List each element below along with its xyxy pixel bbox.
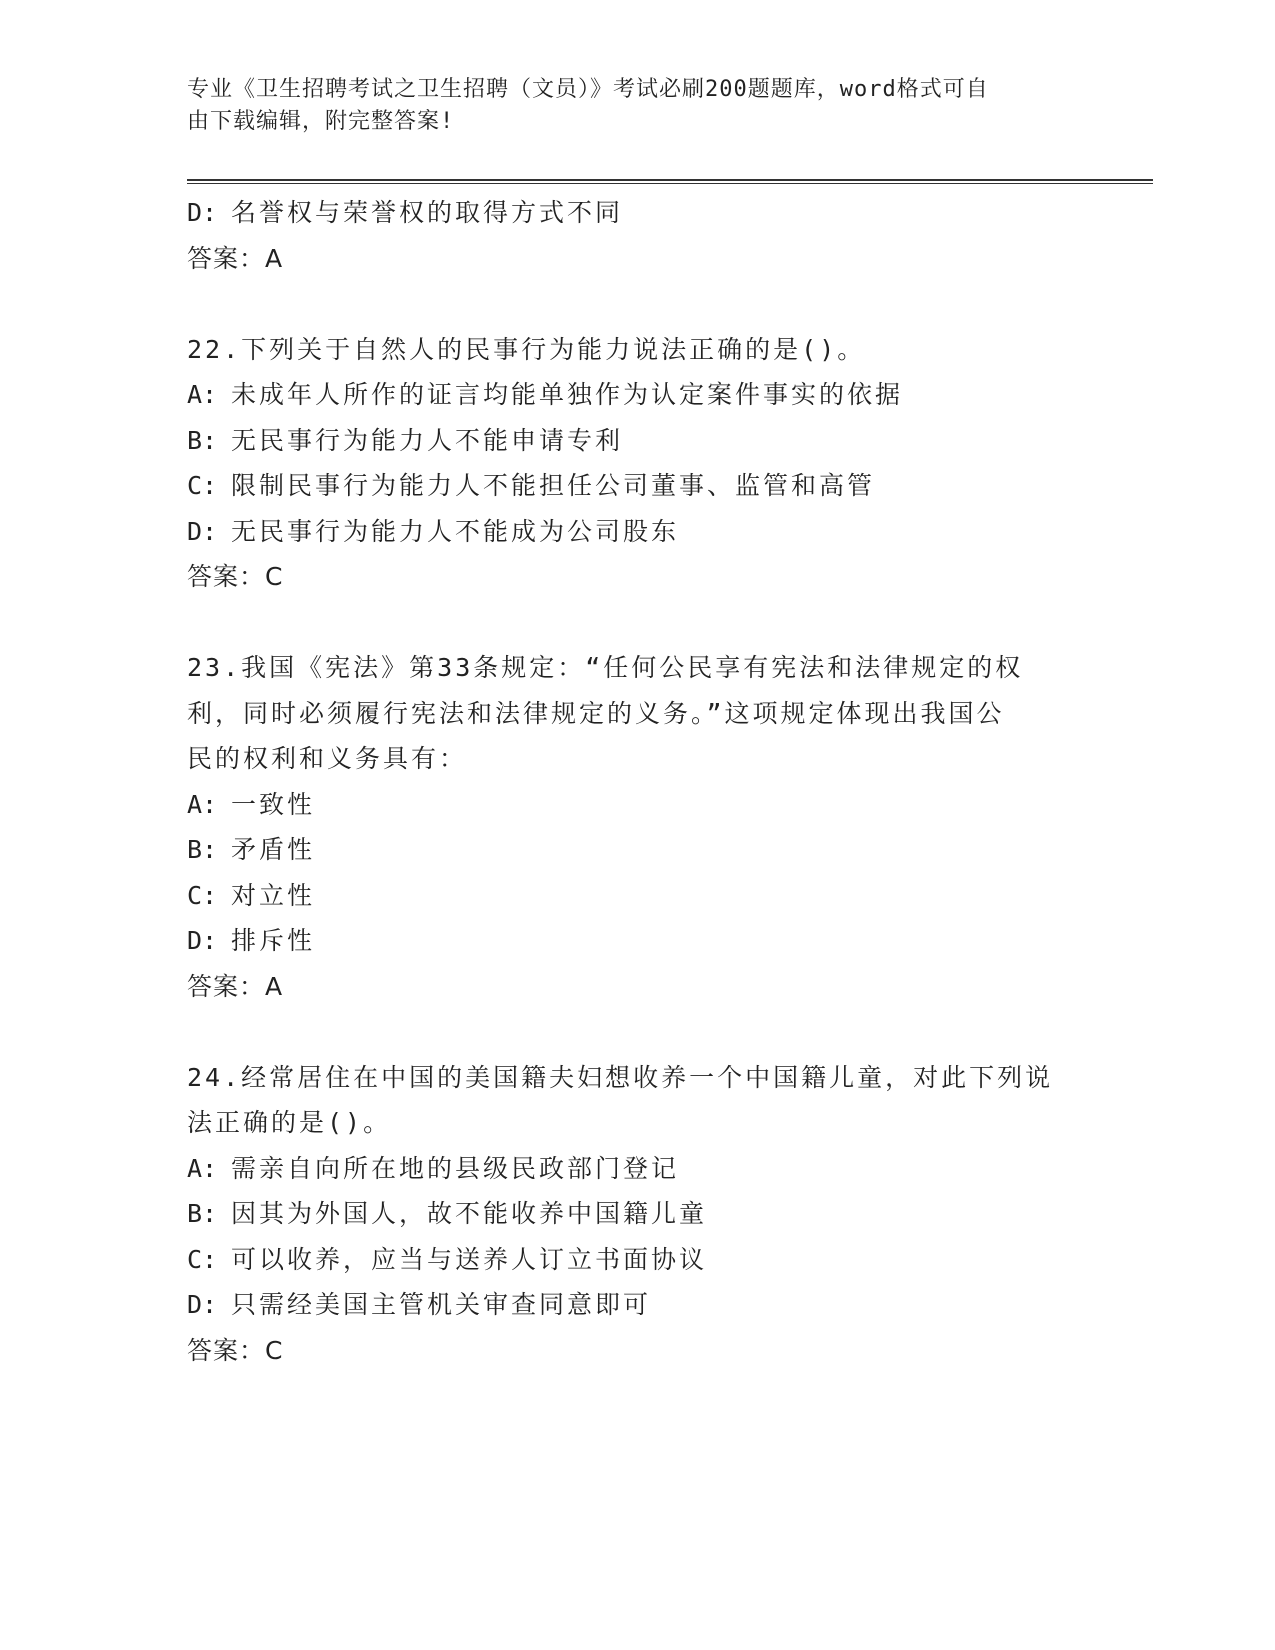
document-header [187, 74, 1087, 138]
question-list [187, 190, 1087, 1373]
q24-option-c [187, 1237, 1087, 1283]
option-letter: C: [187, 880, 218, 910]
q22-stem: 22.下列关于自然人的民事行为能力说法正确的是()。 [187, 334, 866, 364]
option-text: 需亲自向所在地的县级民政部门登记 [231, 1153, 680, 1183]
spacer [187, 281, 1087, 327]
option-text: 名誉权与荣誉权的取得方式不同 [231, 198, 624, 227]
option-text: 一致性 [231, 789, 316, 819]
q24-option-d [187, 1282, 1087, 1328]
option-letter: C: [187, 471, 218, 500]
q22-answer: 答案：C [187, 562, 284, 591]
header-rule-thin [187, 183, 1153, 184]
q23-option-b [187, 827, 1087, 873]
option-letter: D: [187, 1290, 218, 1319]
q23-option-d [187, 918, 1087, 964]
q24-stem-line-2: 法正确的是()。 [187, 1108, 392, 1137]
option-letter: D: [187, 926, 218, 955]
option-text: 无民事行为能力人不能申请专利 [231, 425, 624, 455]
option-text: 可以收养，应当与送养人订立书面协议 [231, 1244, 708, 1274]
option-text: 无民事行为能力人不能成为公司股东 [231, 516, 680, 546]
option-letter: B: [187, 425, 218, 455]
q24-option-b [187, 1191, 1087, 1237]
q23-option-c [187, 873, 1087, 919]
q22-option-c [187, 463, 1087, 509]
q23-answer: 答案：A [187, 971, 284, 1001]
option-text: 对立性 [231, 880, 316, 910]
q23-stem-line-1: 23.我国《宪法》第33条规定：“任何公民享有宪法和法律规定的权 [187, 653, 1024, 682]
option-letter: D: [187, 198, 218, 227]
option-letter: A: [187, 789, 218, 819]
option-letter: D: [187, 516, 218, 546]
q22-option-d [187, 509, 1087, 555]
q24-answer: 答案：C [187, 1335, 284, 1365]
header-rule-thick [187, 179, 1153, 181]
q24-option-a [187, 1146, 1087, 1192]
option-letter: B: [187, 1199, 218, 1228]
q23-option-a [187, 782, 1087, 828]
option-text: 排斥性 [231, 926, 316, 955]
spacer [187, 600, 1087, 646]
q22-option-b [187, 418, 1087, 464]
q24-stem-line-1: 24.经常居住在中国的美国籍夫妇想收养一个中国籍儿童，对此下列说 [187, 1062, 1054, 1092]
option-text: 未成年人所作的证言均能单独作为认定案件事实的依据 [231, 380, 904, 409]
q23-stem-line-3: 民的权利和义务具有： [187, 744, 468, 773]
option-text: 矛盾性 [231, 835, 316, 864]
option-text: 因其为外国人，故不能收养中国籍儿童 [231, 1199, 708, 1228]
option-letter: A: [187, 380, 218, 409]
spacer [187, 1009, 1087, 1055]
option-letter: C: [187, 1244, 218, 1274]
header-line-2: 由下载编辑，附完整答案! [187, 109, 455, 134]
q23-stem-line-2: 利，同时必须履行宪法和法律规定的义务。”这项规定体现出我国公 [187, 698, 1005, 728]
prev-answer: 答案：A [187, 243, 284, 273]
option-letter: A: [187, 1153, 218, 1183]
option-text: 只需经美国主管机关审查同意即可 [231, 1290, 652, 1319]
option-text: 限制民事行为能力人不能担任公司董事、监管和高管 [231, 471, 876, 500]
q22-option-a [187, 372, 1087, 418]
header-line-1: 专业《卫生招聘考试之卫生招聘（文员）》考试必刷200题题库，word格式可自 [187, 77, 989, 102]
option-letter: B: [187, 835, 218, 864]
prev-option-d [187, 190, 1087, 236]
